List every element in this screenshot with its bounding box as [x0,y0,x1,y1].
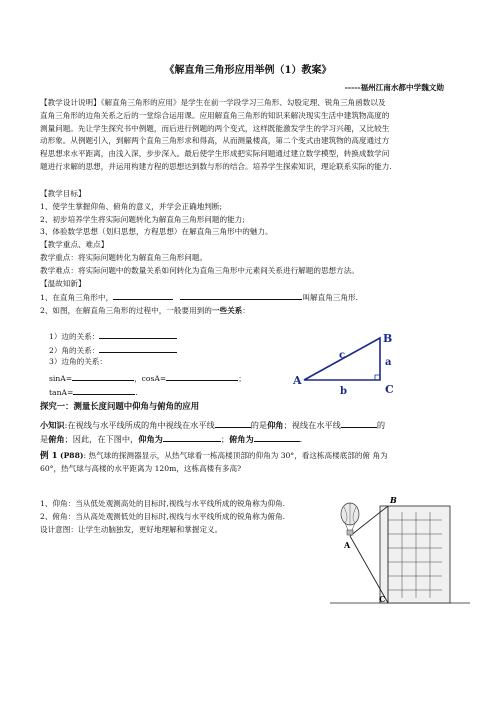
balloon-building-figure [330,490,470,610]
answer-blank[interactable] [99,343,177,353]
goal-item: 2、初步培养学生将实际问题转化为解直角三角形问题的能力; [40,214,245,224]
answer-blank[interactable] [73,385,135,395]
note-depression: 2、俯角：当从高处观测低处的目标时,视线与水平线所成的锐角称为俯角. [40,512,286,521]
trig-tan: tanA= . [49,385,138,398]
goals-header: 【教学目标】 [40,189,86,198]
relation-sides: 1）边的关系： [49,329,177,342]
relation-angles: 2）角的关系： [49,343,177,356]
relation-side-angle: 3）边角的关系： [49,357,107,366]
side-label-c: c [339,350,346,361]
explore-header: 探究一：测量长度问题中仰角与俯角的应用 [40,401,200,411]
answer-blank[interactable] [72,371,134,381]
vertex-label-b: B [383,332,393,345]
vertex-label-c: C [385,383,394,396]
review-header: 【温故知新】 [40,278,86,288]
page-title: 《解直角三角形应用举例（1）教案》 [164,65,332,76]
design-intent: 设计意图：让学生动脑独发，更好地理解和掌握定义。 [40,525,223,534]
trig-sin-cos: sinA= ，cosA= ； [49,371,246,384]
answer-blank[interactable] [99,329,177,339]
answer-blank[interactable] [254,432,300,442]
knowledge-box: 小知识:在视线与水平线所成的角中视线在水平线 的是仰角；视线在水平线 的 是俯角；因此，在下图中，仰角为 ；俯角为 . [40,420,386,444]
difficult-point: 教学难点：将实际问题中的数量关系如何转化为直角三角形中元素间关系进行解题的思想方法。 [40,265,359,275]
right-triangle-figure [284,330,434,416]
intro-paragraph [40,97,458,174]
hot-air-balloon [341,503,359,535]
answer-blank[interactable] [166,371,238,381]
review-q1: 1、在直角三角形中， 叫解直角三角形. [40,290,458,305]
goal-item: 1、使学生掌握仰角、俯角的意义，并学会正确地判断; [40,201,223,211]
note-elevation: 1、仰角：当从低处观测高处的目标时,视线与水平线所成的锐角称为仰角. [40,499,286,508]
keypoints-header: 【教学重点、难点】 [40,240,109,250]
notes-section [40,497,285,536]
key-point: 教学重点：将实际问题转化为解直角三角形问题。 [40,252,208,262]
point-label-b: B [390,495,397,505]
review-q2: 2、如图，在解直角三角形的过程中，一般要用到的一些关系： [40,306,250,316]
point-label-c: C [379,594,386,604]
answer-blank[interactable] [113,290,173,300]
intro-line: 测量问题。先让学生探究书中例题，而后进行例题的两个变式，这样既能激发学生的学习兴趣，又比较生 [40,123,390,133]
goals-section [40,188,458,318]
point-label-a: A [344,540,351,550]
answer-blank[interactable] [180,290,302,300]
intro-line: 直角三角形的边角关系之后的一堂综合运用课。应用解直角三角形的知识来解决现实生活中建筑物高度的 [40,110,390,120]
intro-line: 程思想求水平距离，由浅入深，步步深入。最后使学生形成把实际问题通过建立数学模型，转换成数学问 [40,149,390,159]
example-1: 例 1 (P88): 热气球的探测器显示，从热气球看一栋高楼顶部的仰角为 30°，看这栋高楼底部的俯 角为 60°，热气球与高楼的水平距离为 120m，这栋高楼有多高? [40,451,388,473]
author-line: -----福州江南水都中学魏文勋 [344,83,444,92]
vertex-label-a: A [293,374,302,387]
side-label-b: b [340,386,347,397]
answer-blank[interactable] [341,418,377,428]
intro-line: 【教学设计说明】《解直角三角形的应用》是学生在前一学段学习三角形、勾股定理、锐角三角函数以及 [40,98,386,107]
goal-item: 3、体验数学思想（划归思想，方程思想）在解直角三角形中的魅力。 [40,227,273,237]
answer-blank[interactable] [163,432,221,442]
intro-line: 题进行求解的思想，并运用构建方程的思想达到数与形的结合。培养学生探索知识，理论联系实际的能力. [40,161,392,171]
intro-line: 动形象。从例题引入，到解两个直角三角形求和得高，从而测量楼高，第二个变式由建筑物的高度通过方 [40,136,390,146]
side-label-a: a [385,357,392,368]
building [380,506,450,603]
answer-blank[interactable] [215,418,251,428]
